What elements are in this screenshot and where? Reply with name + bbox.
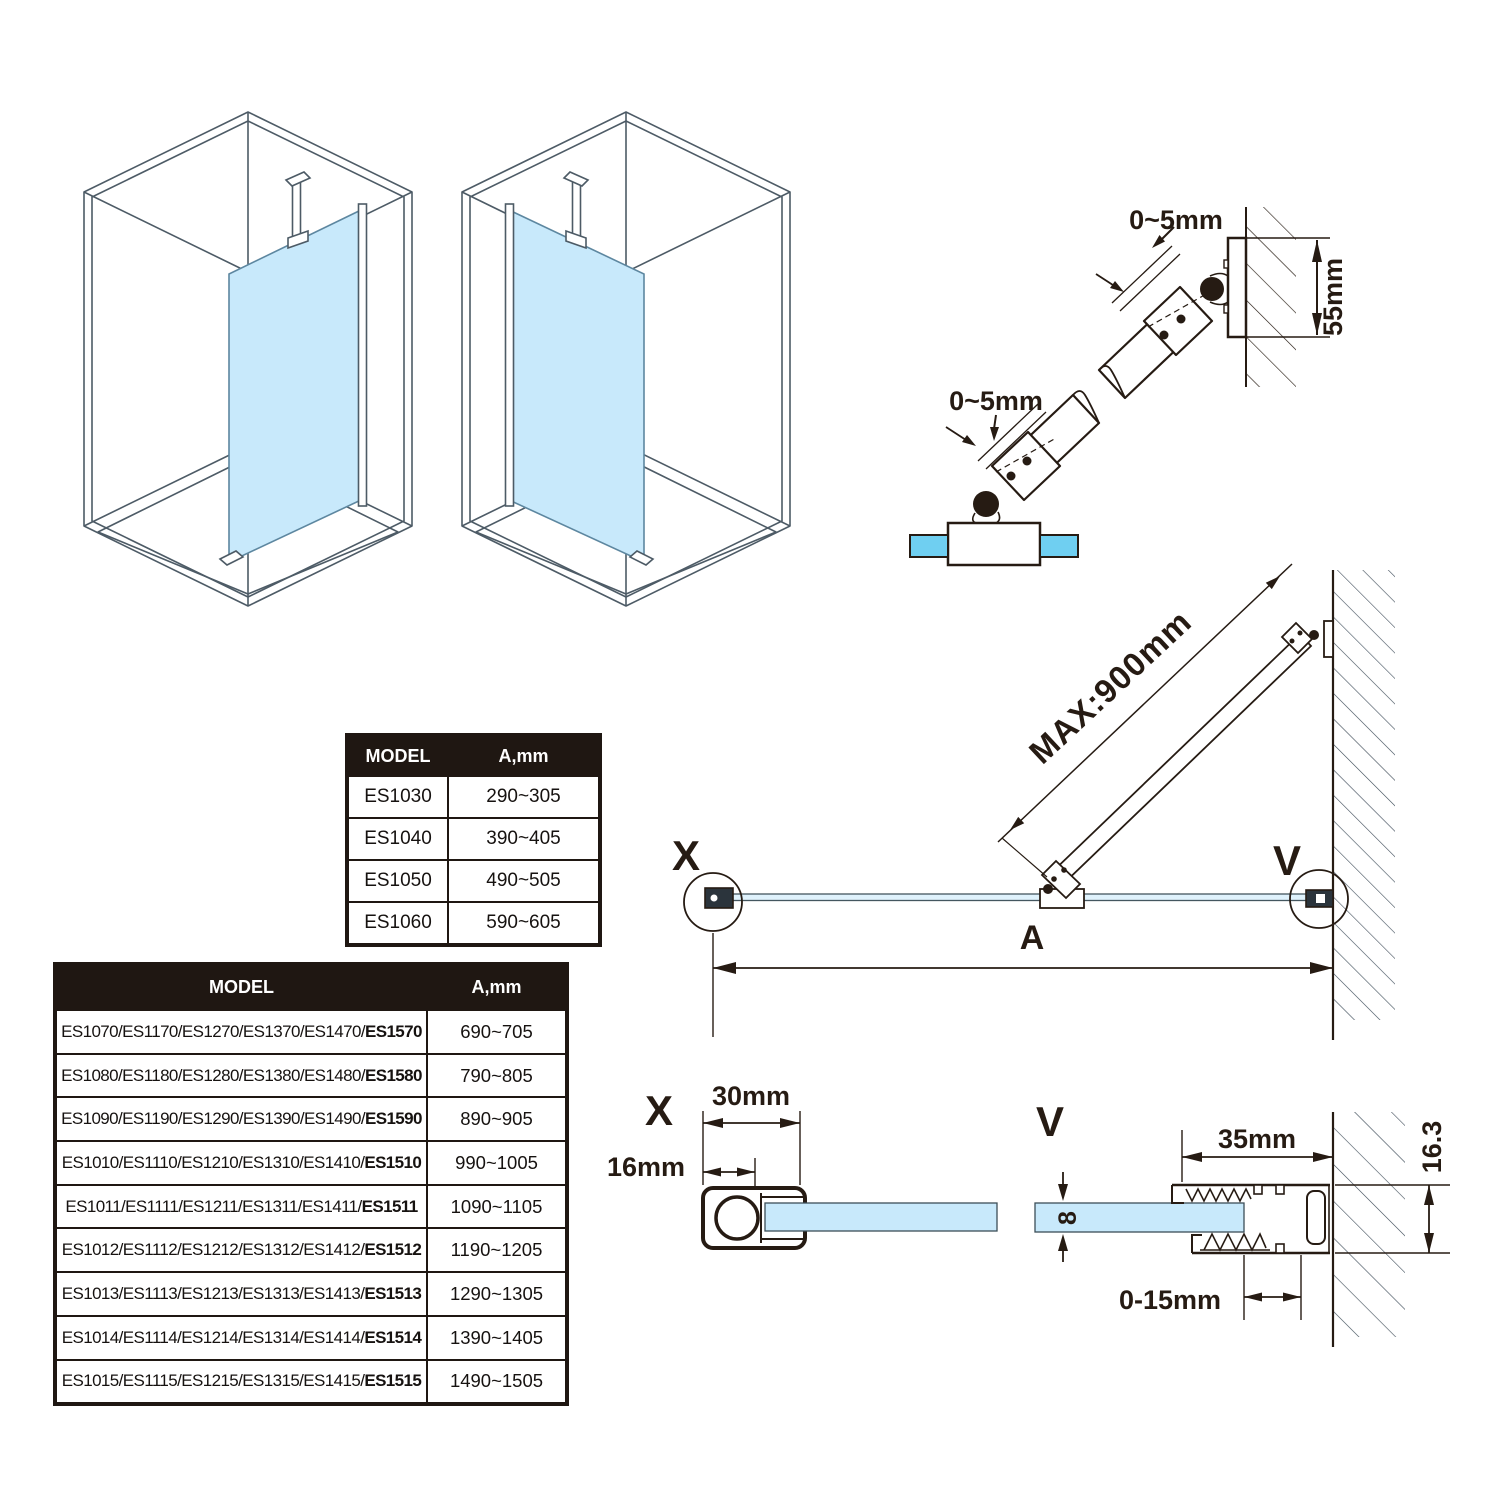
- plan-view: [650, 545, 1450, 1065]
- gasket-slot: [1307, 1191, 1325, 1244]
- model-cell: ES1012/ES1112/ES1212/ES1312/ES1412/ES1512: [55, 1228, 427, 1272]
- v-width-label: 35mm: [1217, 1124, 1297, 1154]
- glass-end-profile: [705, 888, 733, 908]
- a-cell: 1090~1105: [427, 1185, 567, 1229]
- table-row: [55, 1228, 567, 1272]
- gap-bottom-label: 0~5mm: [949, 386, 1043, 416]
- a-cell: 490~505: [448, 860, 600, 902]
- a-cell: 790~805: [427, 1054, 567, 1098]
- glass-panel: [509, 210, 644, 562]
- table-row: [347, 776, 600, 818]
- model-cell: ES1050: [347, 860, 448, 902]
- wall-mount-plate: [1228, 238, 1246, 337]
- table-row: [55, 1316, 567, 1360]
- gap-top-label: 0~5mm: [1129, 205, 1223, 235]
- model-table-large: [53, 962, 569, 1406]
- glass-panel-plan: [718, 894, 1308, 901]
- v-marker-label: V: [1272, 837, 1302, 884]
- table-row: [55, 1360, 567, 1405]
- model-cell: ES1014/ES1114/ES1214/ES1314/ES1414/ES1514: [55, 1316, 427, 1360]
- wall-profile: [359, 204, 367, 506]
- support-bar-bracket-detail: [890, 165, 1400, 590]
- grip-serration: [1186, 1189, 1251, 1201]
- table-row: [55, 1141, 567, 1185]
- x-detail-label: X: [644, 1087, 674, 1134]
- a-cell: 290~305: [448, 776, 600, 818]
- v-profile-detail: [1020, 1072, 1480, 1352]
- v-detail-label: V: [1035, 1098, 1065, 1145]
- wall-hatch: [1333, 570, 1395, 1020]
- x-marker-label: X: [671, 832, 701, 879]
- a-cell: 1390~1405: [427, 1316, 567, 1360]
- wall-profile: [506, 204, 514, 506]
- a-cell: 1190~1205: [427, 1228, 567, 1272]
- col-a-mm: A,mm: [427, 964, 567, 1010]
- x-profile-detail: [595, 1075, 1025, 1265]
- upper-pivot-ball: [1200, 277, 1224, 301]
- a-cell: 1290~1305: [427, 1272, 567, 1316]
- table-row: [55, 1054, 567, 1098]
- model-cell: ES1015/ES1115/ES1215/ES1315/ES1415/ES1515: [55, 1360, 427, 1405]
- a-cell: 1490~1505: [427, 1360, 567, 1405]
- floor-bracket: [220, 551, 243, 565]
- table-header-row: [55, 964, 567, 1010]
- round-bar-socket: [716, 1197, 758, 1239]
- a-dim-label: A: [1019, 919, 1045, 957]
- a-cell: 390~405: [448, 818, 600, 860]
- lower-pivot-ball: [973, 491, 999, 517]
- table-row: [347, 902, 600, 945]
- table-row: [55, 1272, 567, 1316]
- a-cell: 690~705: [427, 1010, 567, 1054]
- glass-panel-section: [765, 1203, 997, 1231]
- adjust-range-label: 0-15mm: [1118, 1285, 1222, 1315]
- a-cell: 590~605: [448, 902, 600, 945]
- support-bar-plan: [1047, 634, 1311, 889]
- col-a-mm: A,mm: [448, 735, 600, 776]
- a-cell: 990~1005: [427, 1141, 567, 1185]
- table-row: [347, 818, 600, 860]
- table-row: [55, 1185, 567, 1229]
- v-height-label: 16.3: [1417, 1120, 1447, 1174]
- bar-max-label: MAX:900mm: [1021, 602, 1199, 771]
- table-row: [347, 860, 600, 902]
- table-row: [55, 1097, 567, 1141]
- model-cell: ES1080/ES1180/ES1280/ES1380/ES1480/ES1580: [55, 1054, 427, 1098]
- model-cell: ES1030: [347, 776, 448, 818]
- a-cell: 890~905: [427, 1097, 567, 1141]
- glass-thickness-label: 8: [1054, 1211, 1082, 1225]
- dim-0-15mm: [1244, 1255, 1301, 1320]
- model-cell: ES1090/ES1190/ES1290/ES1390/ES1490/ES1590: [55, 1097, 427, 1141]
- model-cell: ES1040: [347, 818, 448, 860]
- model-cell: ES1070/ES1170/ES1270/ES1370/ES1470/ES1570: [55, 1010, 427, 1054]
- plate-height-label: 55mm: [1318, 257, 1348, 337]
- model-cell: ES1060: [347, 902, 448, 945]
- col-model: MODEL: [347, 735, 448, 776]
- isometric-view-right-wall: [62, 92, 442, 712]
- x-offset-label: 16mm: [606, 1152, 686, 1182]
- spring-clamp: [1204, 1234, 1266, 1250]
- table-row: [55, 1010, 567, 1054]
- col-model: MODEL: [55, 964, 427, 1010]
- table-header-row: [347, 735, 600, 776]
- model-cell: ES1010/ES1110/ES1210/ES1310/ES1410/ES1510: [55, 1141, 427, 1185]
- wall-hatch: [1333, 1112, 1405, 1337]
- ceiling-support-bar: [286, 172, 310, 248]
- model-table-small: [345, 733, 602, 947]
- wall-hatch: [1246, 207, 1296, 387]
- ceiling-support-bar: [564, 172, 588, 248]
- model-cell: ES1013/ES1113/ES1213/ES1313/ES1413/ES1513: [55, 1272, 427, 1316]
- x-width-label: 30mm: [711, 1081, 791, 1111]
- model-cell: ES1011/ES1111/ES1211/ES1311/ES1411/ES1511: [55, 1185, 427, 1229]
